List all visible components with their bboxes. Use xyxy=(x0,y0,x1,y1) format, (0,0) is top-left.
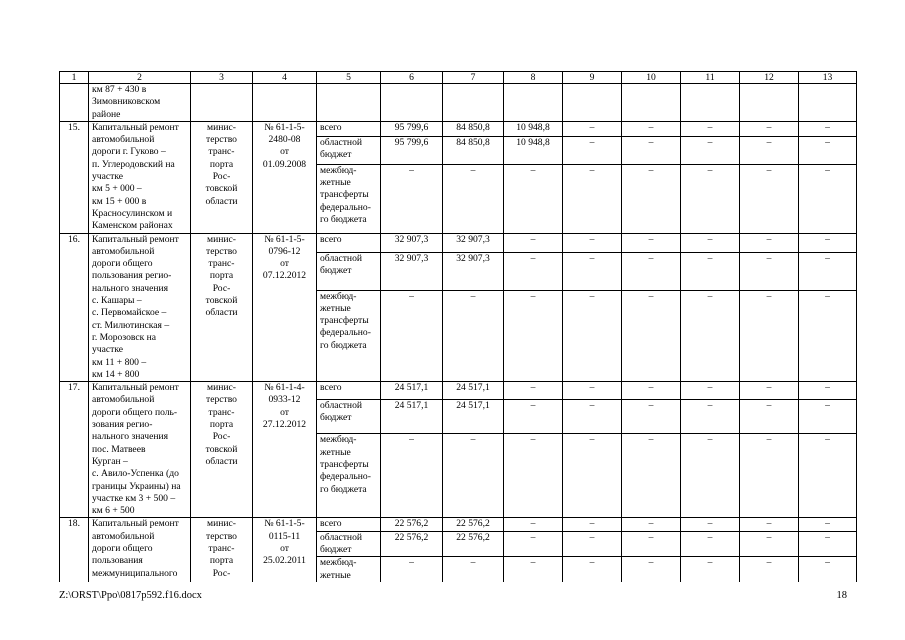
footer-file-path: Z:\ORST\Ppo\0817p592.f16.docx xyxy=(59,590,202,601)
amount-cell: – xyxy=(622,382,681,400)
column-header: 6 xyxy=(381,72,443,84)
amount-cell: – xyxy=(799,121,857,136)
amount-cell: – xyxy=(504,518,563,531)
empty-cell xyxy=(740,84,799,122)
responsible-org: минис- терство транс- порта Рос- xyxy=(191,518,253,582)
column-header: 3 xyxy=(191,72,253,84)
amount-cell: – xyxy=(563,164,622,233)
amount-cell: – xyxy=(563,233,622,252)
amount-cell: 32 907,3 xyxy=(443,233,504,252)
amount-cell: – xyxy=(504,233,563,252)
amount-cell: 95 799,6 xyxy=(381,136,443,164)
object-name: Капитальный ремонт автомобильной дороги общего поль- зования регио- нального значения пос. Матвеев Курган – с. Авило-Успенка (до границы Украины) на участке км 3 + 500 – км 6 + 500 xyxy=(89,382,191,518)
empty-cell xyxy=(443,84,504,122)
funding-source: межбюд- жетные трансферты федерально- го бюджета xyxy=(317,434,381,518)
amount-cell: – xyxy=(443,557,504,582)
table-row xyxy=(60,382,857,400)
amount-cell: – xyxy=(563,518,622,531)
row-number xyxy=(60,84,89,122)
amount-cell: 32 907,3 xyxy=(443,253,504,291)
amount-cell: – xyxy=(799,399,857,433)
amount-cell: – xyxy=(622,290,681,382)
empty-cell xyxy=(381,84,443,122)
empty-cell xyxy=(191,84,253,122)
amount-cell: 84 850,8 xyxy=(443,136,504,164)
amount-cell: – xyxy=(504,253,563,291)
amount-cell: – xyxy=(681,253,740,291)
approval-document: № 61-1-5- 0115-11 от 25.02.2011 xyxy=(253,518,317,582)
amount-cell: – xyxy=(443,434,504,518)
amount-cell: – xyxy=(622,434,681,518)
amount-cell: – xyxy=(799,531,857,557)
amount-cell: – xyxy=(381,557,443,582)
column-header: 8 xyxy=(504,72,563,84)
object-name: Капитальный ремонт автомобильной дороги общего пользования регио- нального значения с. Кашары – с. Первомайское – ст. Милютинская – г. Морозовск на участке км 11 + 800 – км 14 + 800 xyxy=(89,233,191,382)
empty-cell xyxy=(317,84,381,122)
amount-cell: – xyxy=(504,290,563,382)
funding-source: областной бюджет xyxy=(317,531,381,557)
amount-cell: – xyxy=(681,382,740,400)
amount-cell: – xyxy=(563,557,622,582)
amount-cell: – xyxy=(799,290,857,382)
amount-cell: 22 576,2 xyxy=(381,531,443,557)
amount-cell: 24 517,1 xyxy=(443,382,504,400)
amount-cell: – xyxy=(622,121,681,136)
amount-cell: – xyxy=(799,164,857,233)
amount-cell: – xyxy=(504,434,563,518)
amount-cell: – xyxy=(504,531,563,557)
empty-cell xyxy=(681,84,740,122)
amount-cell: – xyxy=(681,399,740,433)
amount-cell: – xyxy=(681,233,740,252)
amount-cell: – xyxy=(622,531,681,557)
continued-row xyxy=(60,84,857,122)
empty-cell xyxy=(799,84,857,122)
funding-source: межбюд- жетные xyxy=(317,557,381,582)
amount-cell: – xyxy=(681,164,740,233)
object-name: км 87 + 430 в Зимовниковском районе xyxy=(89,84,191,122)
amount-cell: – xyxy=(740,164,799,233)
amount-cell: – xyxy=(563,290,622,382)
object-name: Капитальный ремонт автомобильной дороги общего пользования межмуниципального xyxy=(89,518,191,582)
amount-cell: – xyxy=(799,253,857,291)
amount-cell: 22 576,2 xyxy=(443,518,504,531)
approval-document: № 61-1-5- 0796-12 от 07.12.2012 xyxy=(253,233,317,382)
column-header: 2 xyxy=(89,72,191,84)
amount-cell: – xyxy=(740,557,799,582)
responsible-org: минис- терство транс- порта Рос- товской области xyxy=(191,233,253,382)
amount-cell: 10 948,8 xyxy=(504,121,563,136)
amount-cell: 22 576,2 xyxy=(443,531,504,557)
amount-cell: – xyxy=(622,399,681,433)
amount-cell: – xyxy=(799,136,857,164)
amount-cell: – xyxy=(799,233,857,252)
amount-cell: – xyxy=(563,253,622,291)
amount-cell: 32 907,3 xyxy=(381,233,443,252)
funding-source: всего xyxy=(317,382,381,400)
amount-cell: – xyxy=(681,518,740,531)
table-body xyxy=(60,84,857,582)
amount-cell: – xyxy=(681,434,740,518)
amount-cell: – xyxy=(563,434,622,518)
approval-document: № 61-1-5- 2480-08 от 01.09.2008 xyxy=(253,121,317,233)
column-header: 4 xyxy=(253,72,317,84)
amount-cell: 22 576,2 xyxy=(381,518,443,531)
column-header: 5 xyxy=(317,72,381,84)
approval-document: № 61-1-4- 0933-12 от 27.12.2012 xyxy=(253,382,317,518)
column-header: 11 xyxy=(681,72,740,84)
amount-cell: – xyxy=(504,557,563,582)
amount-cell: 24 517,1 xyxy=(443,399,504,433)
column-header: 7 xyxy=(443,72,504,84)
amount-cell: – xyxy=(740,136,799,164)
amount-cell: 84 850,8 xyxy=(443,121,504,136)
funding-source: всего xyxy=(317,518,381,531)
amount-cell: – xyxy=(563,399,622,433)
column-header: 9 xyxy=(563,72,622,84)
amount-cell: – xyxy=(740,531,799,557)
amount-cell: – xyxy=(563,136,622,164)
amount-cell: – xyxy=(740,382,799,400)
amount-cell: 10 948,8 xyxy=(504,136,563,164)
amount-cell: – xyxy=(563,531,622,557)
funding-source: областной бюджет xyxy=(317,136,381,164)
empty-cell xyxy=(563,84,622,122)
amount-cell: – xyxy=(740,290,799,382)
amount-cell: 24 517,1 xyxy=(381,382,443,400)
row-number: 15. xyxy=(60,121,89,233)
amount-cell: – xyxy=(799,557,857,582)
amount-cell: 24 517,1 xyxy=(381,399,443,433)
amount-cell: – xyxy=(622,518,681,531)
empty-cell xyxy=(622,84,681,122)
amount-cell: – xyxy=(740,233,799,252)
amount-cell: – xyxy=(681,531,740,557)
table-row xyxy=(60,233,857,252)
amount-cell: – xyxy=(681,121,740,136)
responsible-org: минис- терство транс- порта Рос- товской области xyxy=(191,382,253,518)
funding-source: всего xyxy=(317,121,381,136)
amount-cell: – xyxy=(381,164,443,233)
amount-cell: – xyxy=(799,434,857,518)
amount-cell: – xyxy=(681,136,740,164)
amount-cell: – xyxy=(622,164,681,233)
header-row xyxy=(60,72,857,84)
amount-cell: – xyxy=(740,399,799,433)
funding-source: межбюд- жетные трансферты федерально- го бюджета xyxy=(317,164,381,233)
row-number: 18. xyxy=(60,518,89,582)
amount-cell: – xyxy=(622,233,681,252)
amount-cell: – xyxy=(799,518,857,531)
empty-cell xyxy=(504,84,563,122)
column-header: 10 xyxy=(622,72,681,84)
column-header: 1 xyxy=(60,72,89,84)
amount-cell: 32 907,3 xyxy=(381,253,443,291)
amount-cell: 95 799,6 xyxy=(381,121,443,136)
table-row xyxy=(60,518,857,531)
responsible-org: минис- терство транс- порта Рос- товской области xyxy=(191,121,253,233)
amount-cell: – xyxy=(622,557,681,582)
empty-cell xyxy=(253,84,317,122)
amount-cell: – xyxy=(443,164,504,233)
amount-cell: – xyxy=(740,121,799,136)
amount-cell: – xyxy=(381,434,443,518)
amount-cell: – xyxy=(563,121,622,136)
funding-source: всего xyxy=(317,233,381,252)
amount-cell: – xyxy=(504,164,563,233)
amount-cell: – xyxy=(740,434,799,518)
amount-cell: – xyxy=(681,557,740,582)
amount-cell: – xyxy=(740,518,799,531)
amount-cell: – xyxy=(504,382,563,400)
amount-cell: – xyxy=(381,290,443,382)
table-row xyxy=(60,121,857,136)
page-number: 18 xyxy=(836,590,847,601)
amount-cell: – xyxy=(443,290,504,382)
amount-cell: – xyxy=(504,399,563,433)
funding-source: межбюд- жетные трансферты федерально- го бюджета xyxy=(317,290,381,382)
column-header: 13 xyxy=(799,72,857,84)
row-number: 17. xyxy=(60,382,89,518)
amount-cell: – xyxy=(740,253,799,291)
object-name: Капитальный ремонт автомобильной дороги г. Гуково – п. Углеродовский на участке км 5 + 000 – км 15 + 000 в Красносулинском и Каменском районах xyxy=(89,121,191,233)
amount-cell: – xyxy=(681,290,740,382)
budget-table xyxy=(59,71,857,582)
amount-cell: – xyxy=(622,136,681,164)
amount-cell: – xyxy=(563,382,622,400)
row-number: 16. xyxy=(60,233,89,382)
funding-source: областной бюджет xyxy=(317,253,381,291)
amount-cell: – xyxy=(799,382,857,400)
column-header: 12 xyxy=(740,72,799,84)
amount-cell: – xyxy=(622,253,681,291)
funding-source: областной бюджет xyxy=(317,399,381,433)
